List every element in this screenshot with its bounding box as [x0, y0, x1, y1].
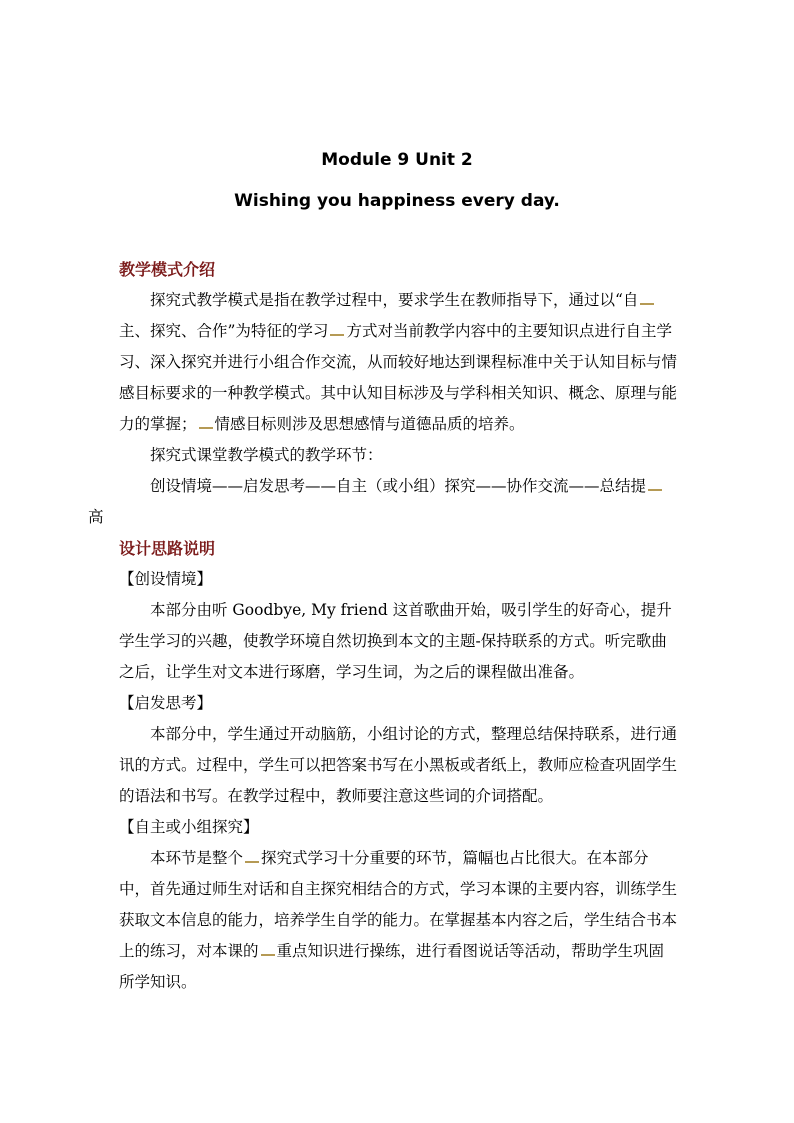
paragraph-teaching-steps-label: 探究式课堂教学模式的教学环节： [150, 446, 383, 464]
subheading-inspire-thinking: 【启发思考】 [119, 694, 213, 712]
text-segment: 创设情境——启发思考——自主（或小组）探究——协作交流——总结提 [150, 477, 647, 495]
paragraph-self-group-inquiry [119, 843, 679, 998]
paragraph-teaching-mode-intro [119, 285, 679, 440]
module-title: Module 9 Unit 2 [321, 150, 473, 170]
subheading-create-situation: 【创设情境】 [119, 570, 213, 588]
section-heading-teaching-mode: 教学模式介绍 [119, 260, 216, 279]
text-segment: 主、探究、合作”为特征的学习 [119, 322, 329, 340]
revision-mark-icon [330, 333, 344, 336]
revision-mark-icon [648, 488, 662, 491]
revision-mark-icon [199, 426, 213, 429]
lesson-title: Wishing you happiness every day. [234, 191, 560, 211]
text-segment: 重点知识进行操练，进行看图说话等活动，帮助学生巩固所学知识。 [119, 942, 665, 991]
document-body [88, 254, 679, 998]
revision-mark-icon [245, 860, 259, 863]
text-segment: 高 [88, 508, 104, 526]
revision-mark-icon [640, 302, 654, 305]
subheading-self-group-inquiry: 【自主或小组探究】 [119, 818, 259, 836]
text-segment: 探究式学习十分重要的环节，篇幅也占比很大。在本部分中，首先通过师生对话和自主探究相结合的方式，学习本课的主要内容，训练学生获取文本信息的能力，培养学生自学的能力。在掌握基本内容之后，学生结合书本上的练习，对本课的 [119, 849, 678, 960]
text-segment: 探究式教学模式是指在教学过程中，要求学生在教师指导下，通过以“自 [150, 291, 639, 309]
text-segment: 情感目标则涉及思想感情与道德品质的培养。 [214, 415, 525, 433]
text-segment: 方式对当前教学内容中的主要知识点进行自主学习、深入探究并进行小组合作交流，从而较好地达到课程标准中关于认知目标与情感目标要求的一种教学模式。其中认知目标涉及与学科相关知识、概念、原理与能力的掌握； [119, 322, 678, 433]
paragraph-teaching-steps [88, 471, 679, 533]
paragraph-create-situation: 本部分由听 Goodbye, My friend 这首歌曲开始，吸引学生的好奇心，提升学生学习的兴趣，使教学环境自然切换到本文的主题-保持联系的方式。听完歌曲之后，让学生对文本进行琢磨，学习生词，为之后的课程做出准备。 [119, 601, 672, 681]
section-heading-design-notes: 设计思路说明 [119, 539, 216, 558]
paragraph-inspire-thinking: 本部分中，学生通过开动脑筋，小组讨论的方式，整理总结保持联系，进行通讯的方式。过程中，学生可以把答案书写在小黑板或者纸上，教师应检查巩固学生的语法和书写。在教学过程中，教师要注意这些词的介词搭配。 [119, 725, 678, 805]
text-segment: 本环节是整个 [150, 849, 244, 867]
revision-mark-icon [261, 953, 275, 956]
